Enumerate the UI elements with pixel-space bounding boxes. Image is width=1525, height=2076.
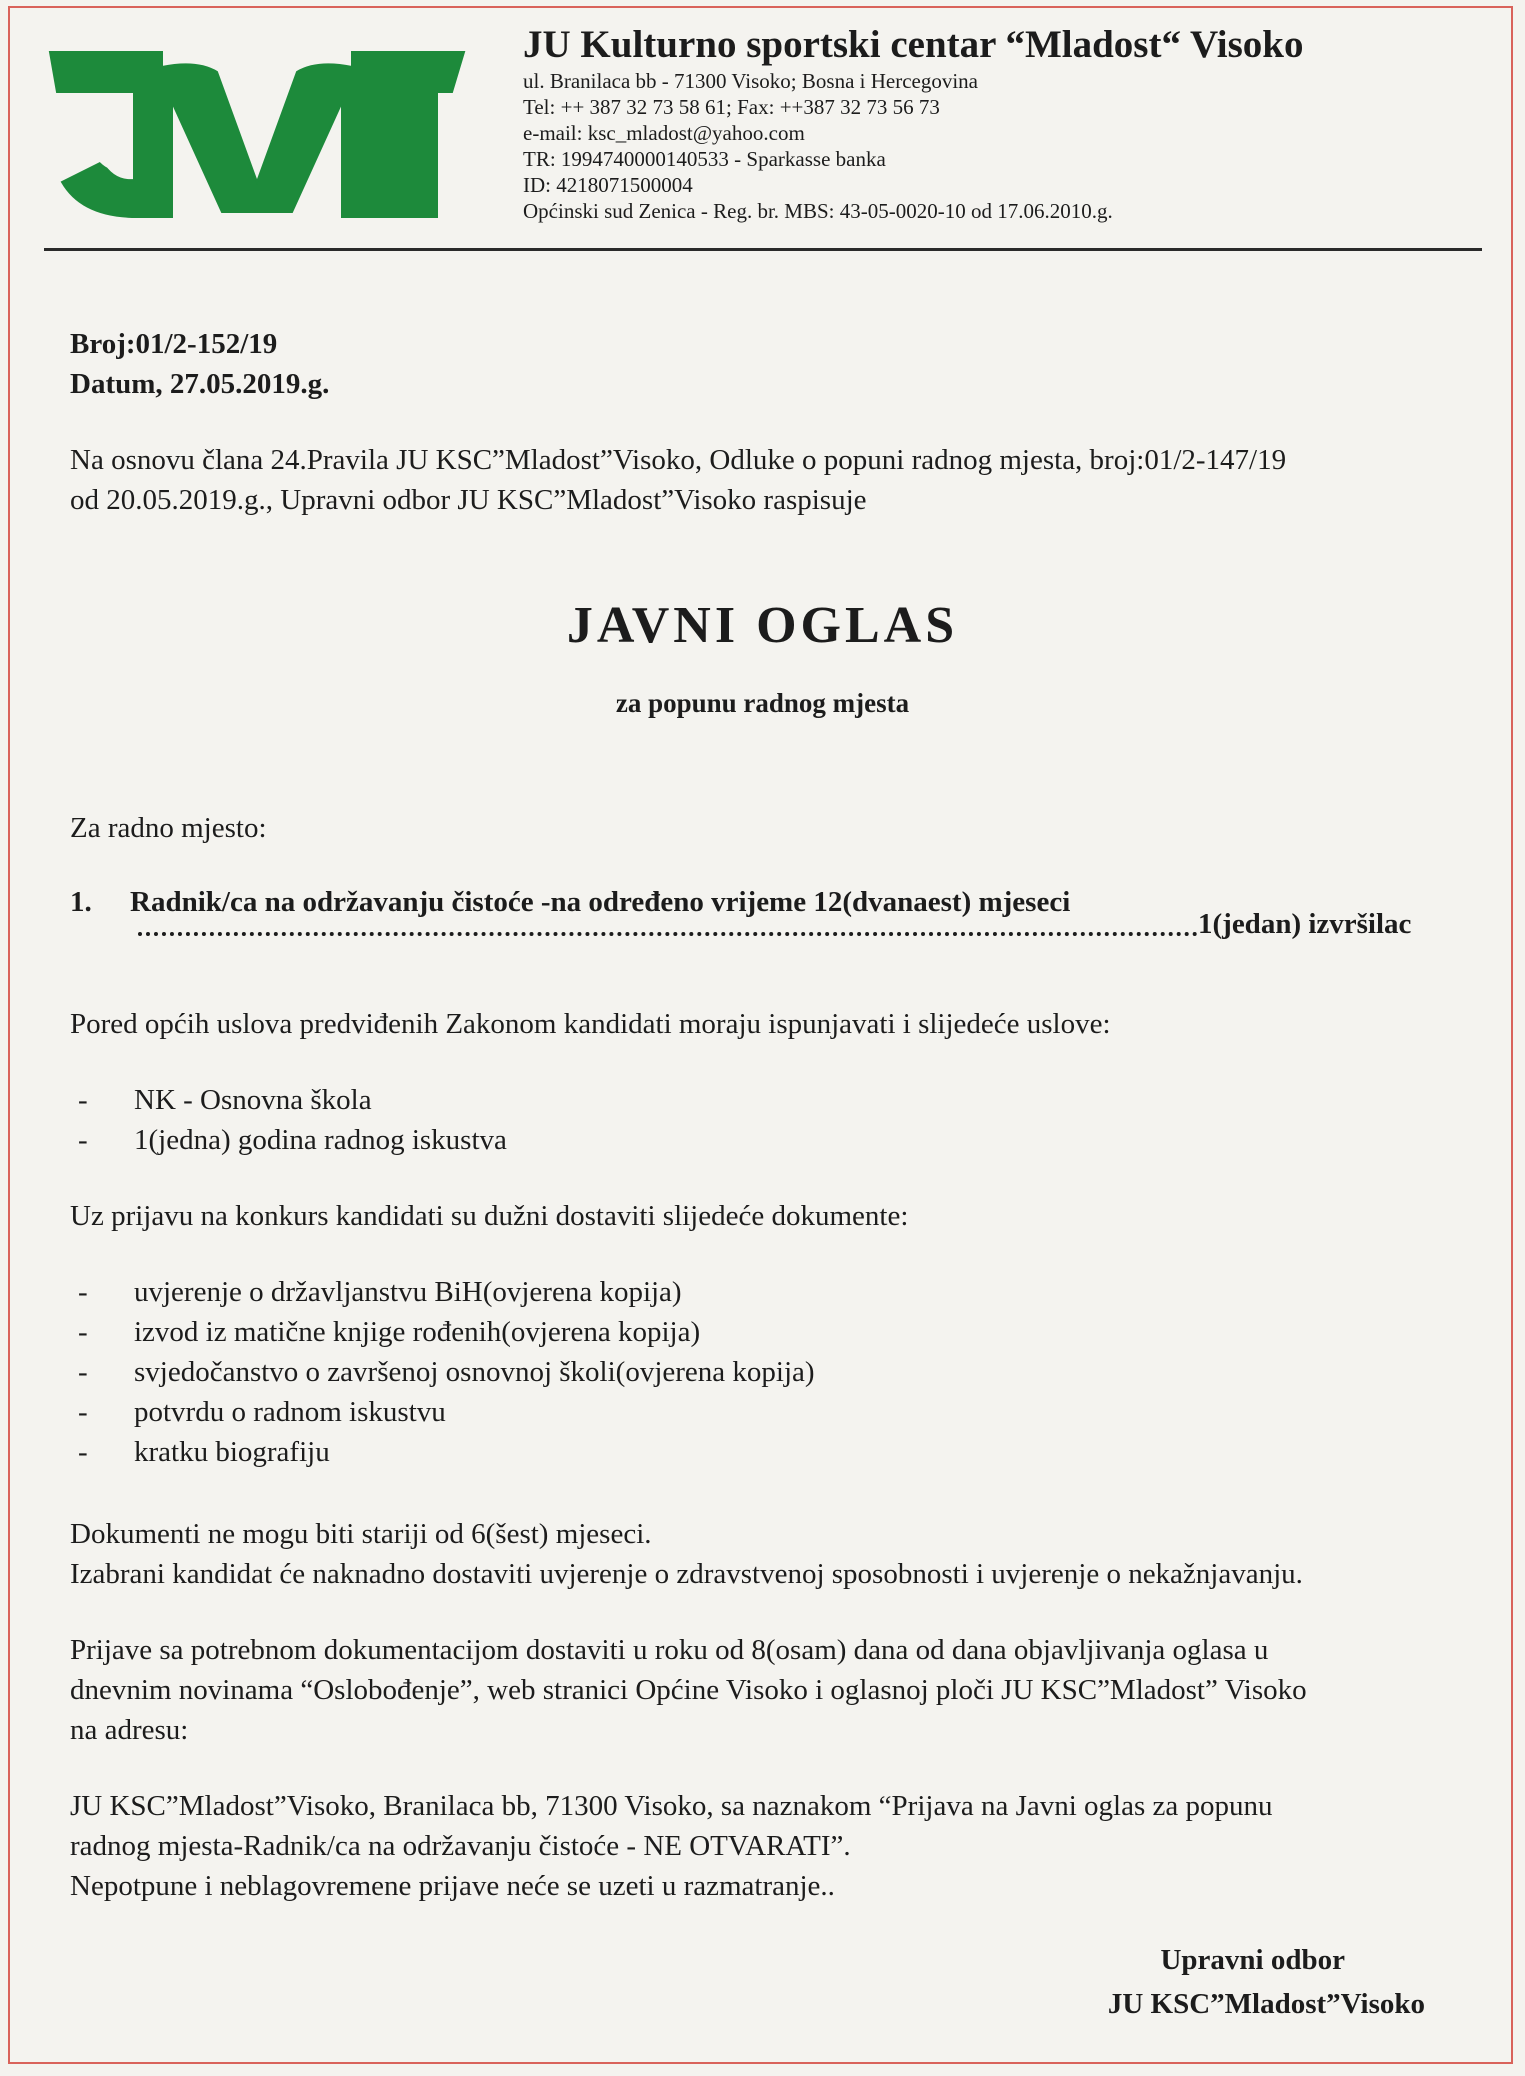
- position-intro: [70, 808, 1490, 848]
- conditions-list: [70, 1080, 1490, 1160]
- header-divider: [44, 248, 1482, 251]
- intro-paragraph: [70, 440, 1490, 520]
- intro-line: Na osnovu člana 24.Pravila JU KSC”Mladost”Visoko, Odluke o popuni radnog mjesta, broj:01/2-147/19: [70, 444, 1287, 476]
- position-title: Radnik/ca na održavanju čistoće -na određeno vrijeme 12(dvanaest) mjeseci: [130, 886, 1071, 918]
- documents-list: [70, 1272, 1490, 1472]
- header-id: ID: 4218071500004: [523, 173, 693, 197]
- list-item: - izvod iz matične knjige rođenih(ovjerena kopija): [78, 1316, 701, 1348]
- signature-line: Upravni odbor: [1160, 1944, 1345, 1976]
- submission-line: dnevnim novinama “Oslobođenje”, web stranici Općine Visoko i oglasnoj ploči JU KSC”Mladost” Visoko: [70, 1674, 1307, 1706]
- header-email: e-mail: ksc_mladost@yahoo.com: [523, 121, 805, 145]
- position-executors: 1(jedan) izvršilac: [1198, 908, 1412, 940]
- list-item: - potvrdu o radnom iskustvu: [78, 1396, 446, 1428]
- document-text: kratku biografiju: [134, 1436, 330, 1468]
- header-court-registration: Općinski sud Zenica - Reg. br. MBS: 43-05-0020-10 od 17.06.2010.g.: [523, 199, 1113, 223]
- intro-line: od 20.05.2019.g., Upravni odbor JU KSC”Mladost”Visoko raspisuje: [70, 484, 867, 516]
- document-text: potvrdu o radnom iskustvu: [134, 1396, 446, 1428]
- conditions-intro: [70, 1004, 1490, 1044]
- list-item: - uvjerenje o državljanstvu BiH(ovjerena kopija): [78, 1276, 682, 1308]
- header-contact-block: [523, 22, 1483, 224]
- note-line: Izabrani kandidat će naknadno dostaviti uvjerenje o zdravstvenoj sposobnosti i uvjerenje o nekažnjavanju.: [70, 1558, 1303, 1590]
- header-address: ul. Branilaca bb - 71300 Visoko; Bosna i Hercegovina: [523, 69, 979, 93]
- signature-block: [1108, 1938, 1425, 2026]
- dotted-leader: [138, 922, 1198, 936]
- reference-number: Broj:01/2-152/19: [70, 328, 278, 360]
- address-line: JU KSC”Mladost”Visoko, Branilaca bb, 71300 Visoko, sa naznakom “Prijava na Javni oglas za popunu: [70, 1790, 1273, 1822]
- reference-block: [70, 324, 1490, 404]
- position-number: 1.: [70, 886, 92, 918]
- note-line: Dokumenti ne mogu biti stariji od 6(šest) mjeseci.: [70, 1518, 652, 1550]
- header-phone: Tel: ++ 387 32 73 58 61; Fax: ++387 32 73 56 73: [523, 95, 940, 119]
- list-item: - 1(jedna) godina radnog iskustva: [78, 1124, 507, 1156]
- address-line: Nepotpune i neblagovremene prijave neće se uzeti u razmatranje..: [70, 1870, 835, 1902]
- list-item: - NK - Osnovna škola: [78, 1084, 372, 1116]
- notice-subtitle: za popunu radnog mjesta: [615, 688, 910, 718]
- documents-intro: [70, 1196, 1490, 1236]
- address-paragraph: [70, 1786, 1490, 1906]
- signature-line: JU KSC”Mladost”Visoko: [1107, 1988, 1425, 2020]
- submission-line: na adresu:: [70, 1714, 189, 1746]
- mladost-logo: [42, 32, 472, 232]
- notice-title: JAVNI OGLAS: [566, 597, 959, 654]
- org-name: JU Kulturno sportski centar “Mladost“ Visoko: [523, 23, 1304, 66]
- list-item: - svjedočanstvo o završenoj osnovnoj školi(ovjerena kopija): [78, 1356, 815, 1388]
- header-bank-account: TR: 1994740000140533 - Sparkasse banka: [523, 147, 886, 171]
- documents-intro-text: Uz prijavu na konkurs kandidati su dužni dostaviti slijedeće dokumente:: [70, 1200, 909, 1232]
- list-item: - kratku biografiju: [78, 1436, 330, 1468]
- submission-paragraph: [70, 1630, 1490, 1750]
- condition-text: NK - Osnovna škola: [134, 1084, 372, 1116]
- document-text: izvod iz matične knjige rođenih(ovjerena kopija): [134, 1316, 701, 1348]
- conditions-intro-text: Pored općih uslova predviđenih Zakonom kandidati moraju ispunjavati i slijedeće uslove:: [70, 1008, 1111, 1040]
- document-text: svjedočanstvo o završenoj osnovnoj školi(ovjerena kopija): [134, 1356, 815, 1388]
- document-text: uvjerenje o državljanstvu BiH(ovjerena kopija): [134, 1276, 682, 1308]
- condition-text: 1(jedna) godina radnog iskustva: [134, 1124, 507, 1156]
- notes-paragraph: [70, 1514, 1490, 1594]
- position-intro-text: Za radno mjesto:: [70, 812, 267, 844]
- reference-date: Datum, 27.05.2019.g.: [70, 368, 330, 400]
- submission-line: Prijave sa potrebnom dokumentacijom dostaviti u roku od 8(osam) dana od dana objavljivanja oglasa u: [70, 1634, 1269, 1666]
- address-line: radnog mjesta-Radnik/ca na održavanju čistoće - NE OTVARATI”.: [70, 1830, 851, 1862]
